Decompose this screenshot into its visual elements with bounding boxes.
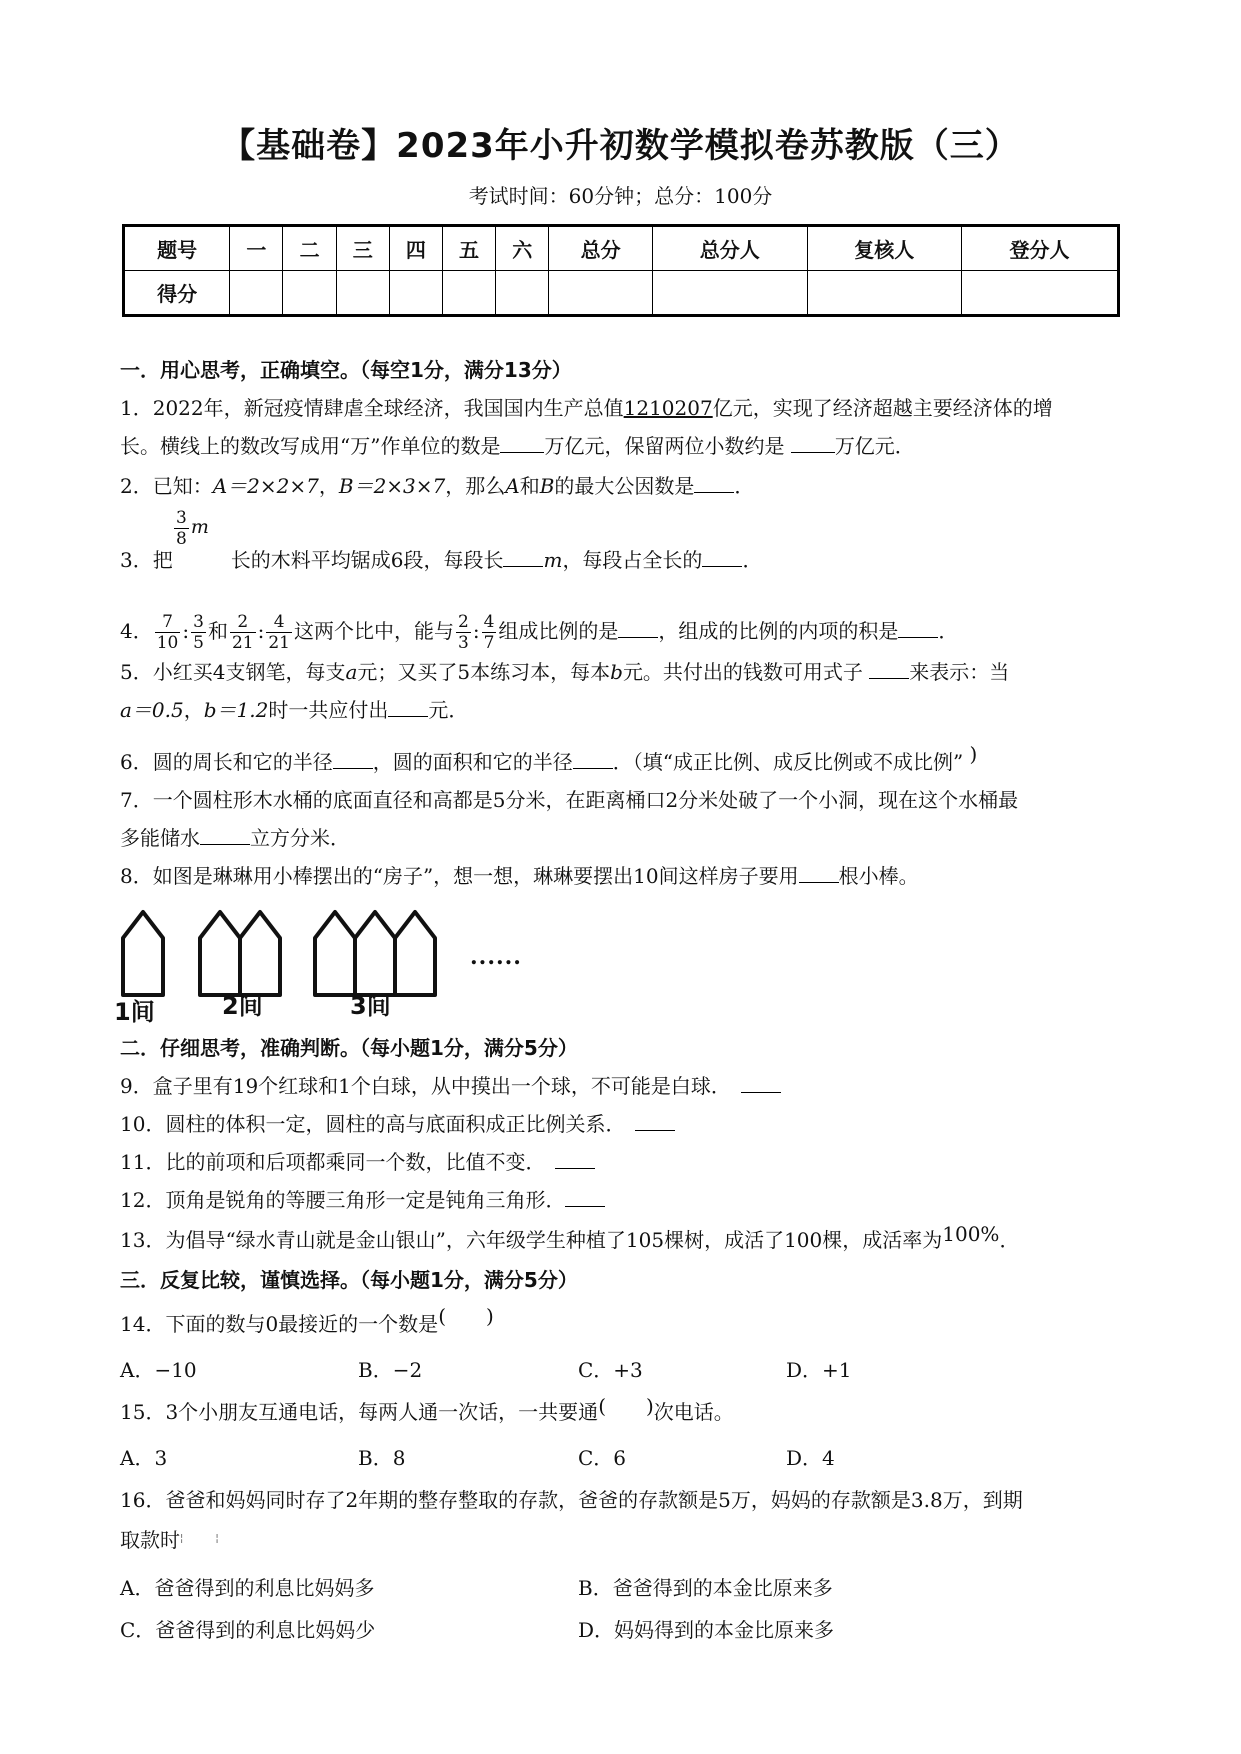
fraction-numerator: 2 [457, 612, 469, 632]
question-10 [120, 1110, 1130, 1138]
score-header-cell: 四 [389, 226, 442, 271]
q4-text: 4． [120, 619, 153, 643]
score-cell[interactable] [961, 271, 1118, 316]
answer-blank[interactable] [898, 619, 938, 638]
score-cell[interactable] [442, 271, 495, 316]
q1-text: 万亿元，保留两位小数约是 [544, 434, 785, 458]
q5-var: b [610, 660, 623, 684]
q2-text: ，那么 [445, 474, 506, 498]
q5-text: 元。共付出的钱数可用式子 [622, 660, 863, 684]
q16-option-a[interactable]: A．爸爸得到的利息比妈妈多 [120, 1576, 375, 1600]
answer-blank[interactable] [500, 434, 544, 453]
fraction-numerator: 2 [230, 612, 256, 633]
score-header-cell: 复核人 [807, 226, 961, 271]
house-1 [123, 912, 163, 995]
ratio-colon: : [472, 619, 480, 643]
question-2 [120, 472, 1130, 500]
q8-text: 8．如图是琳琳用小棒摆出的“房子”，想一想，琳琳要摆出10间这样房子要用 [120, 864, 799, 888]
q2-expression-a: A＝2×2×7 [212, 474, 319, 498]
houses-figure [114, 900, 538, 1026]
q7-text: 立方分米． [250, 826, 350, 850]
q13-text: ． [999, 1228, 1020, 1252]
q5-text: 元． [428, 698, 469, 722]
answer-blank[interactable] [741, 1074, 781, 1093]
house-3 [315, 912, 435, 995]
question-1-line-1 [120, 394, 1130, 422]
page-title: 【基础卷】2023年小升初数学模拟卷苏教版（三） [221, 126, 1020, 166]
q5-text: 5．小红买4支钢笔，每支 [120, 660, 346, 684]
fraction-numerator: 7 [155, 612, 181, 633]
ratio-colon: : [182, 619, 190, 643]
question-16-line-2 [120, 1526, 1130, 1554]
q4-text: 这两个比中，能与 [293, 619, 454, 643]
q12-text: 12．顶角是锐角的等腰三角形一定是钝角三角形． [120, 1188, 566, 1212]
answer-blank[interactable] [388, 698, 428, 717]
score-cell[interactable] [283, 271, 336, 316]
answer-blank[interactable] [799, 864, 839, 883]
q13-text: 13．为倡导“绿水青山就是金山银山”，六年级学生种植了105棵树，成活了100棵，成活率为 [120, 1228, 943, 1252]
q14-option-d[interactable]: D．+1 [786, 1358, 852, 1382]
q16-text: 取款时 [120, 1528, 180, 1552]
score-cell[interactable] [389, 271, 442, 316]
ratio-colon: : [257, 619, 265, 643]
fraction-numerator: 3 [176, 508, 187, 528]
q3-unit: m [190, 516, 209, 538]
question-7-line-2 [120, 824, 1130, 852]
question-8 [120, 862, 1130, 890]
score-header-cell: 五 [442, 226, 495, 271]
figure-label-2: 2间 [222, 992, 263, 1020]
q15-text: 15．3个小朋友互通电话，每两人通一次话，一共要通 [120, 1400, 599, 1424]
answer-blank[interactable] [618, 619, 658, 638]
fraction-numerator: 3 [193, 612, 204, 632]
answer-blank[interactable] [565, 1188, 605, 1207]
question-14 [120, 1304, 1130, 1338]
answer-blank[interactable] [573, 750, 613, 769]
section-2-heading: 二．仔细思考，准确判断。（每小题1分，满分5分） [120, 1036, 578, 1060]
q6-text: ，圆的面积和它的半径 [372, 750, 573, 774]
q9-text: 9．盒子里有19个红球和1个白球，从中摸出一个球，不可能是白球． [120, 1074, 721, 1098]
question-4 [120, 608, 1130, 654]
question-13 [120, 1222, 1130, 1254]
q11-text: 11．比的前项和后项都乘同一个数，比值不变． [120, 1150, 536, 1174]
q2-var: A [505, 474, 520, 498]
q5-text: 元；又买了5本练习本，每本 [357, 660, 611, 684]
q16-option-d[interactable]: D．妈妈得到的本金比原来多 [578, 1618, 835, 1642]
q3-text: 3．把 [120, 548, 173, 572]
q1-text: 1．2022年，新冠疫情肆虐全球经济，我国国内生产总值 [120, 396, 624, 420]
answer-paren[interactable]: ¦ ¦ [180, 1533, 223, 1544]
answer-blank[interactable] [555, 1150, 595, 1169]
fraction-denominator: 5 [193, 633, 204, 653]
exam-info: 考试时间：60分钟；总分：100分 [468, 184, 773, 208]
question-1-line-2 [120, 432, 1130, 460]
q16-option-b[interactable]: B．爸爸得到的本金比原来多 [578, 1576, 833, 1600]
q1-text: 长。横线上的数改写成用“万”作单位的数是 [120, 434, 501, 458]
score-cell[interactable] [496, 271, 549, 316]
q1-text: 万亿元． [834, 434, 915, 458]
q4-text: ，组成的比例的内项的积是 [658, 619, 899, 643]
q3-fraction [172, 508, 209, 549]
fraction-denominator: 8 [176, 529, 187, 549]
q16-option-c[interactable]: C．爸爸得到的利息比妈妈少 [120, 1618, 376, 1642]
q14-option-c[interactable]: C．+3 [578, 1358, 643, 1382]
q5-text: 时一共应付出 [268, 698, 389, 722]
q5-condition: b＝1.2 [203, 698, 269, 722]
q2-var: B [539, 474, 555, 498]
q13-percent: 100% [942, 1222, 1000, 1246]
figure-label-3: 3间 [350, 992, 391, 1020]
question-5-line-1 [120, 658, 1130, 686]
question-6 [120, 742, 1130, 776]
fraction-denominator: 21 [268, 633, 290, 653]
score-table-header-row [124, 226, 1119, 271]
question-7-line-1: 7．一个圆柱形木水桶的底面直径和高都是5分米，在距离桶口2分米处破了一个小洞，现在这个水桶最 [120, 788, 1019, 812]
q2-text: 2．已知： [120, 474, 213, 498]
q2-text: 的最大公因数是 [554, 474, 695, 498]
fraction-denominator: 7 [483, 633, 495, 653]
q5-text: ， [183, 698, 204, 722]
question-5-line-2 [120, 696, 1130, 724]
score-table [122, 224, 1120, 317]
q5-condition: a＝0.5 [120, 698, 184, 722]
answer-paren[interactable]: ( ) [438, 1304, 494, 1328]
answer-blank[interactable] [333, 750, 373, 769]
question-12 [120, 1186, 1130, 1214]
score-cell[interactable] [807, 271, 961, 316]
score-header-cell: 总分人 [653, 226, 807, 271]
q3-text: 长的木料平均锯成6段，每段长 [230, 548, 504, 572]
q14-text: 14．下面的数与0最接近的一个数是 [120, 1312, 439, 1336]
q7-text: 多能储水 [120, 826, 200, 850]
q8-text: 根小棒。 [838, 864, 919, 888]
answer-blank[interactable] [791, 434, 835, 453]
q1-underlined-number: 1210207 [623, 396, 713, 420]
answer-paren[interactable]: ( ) [598, 1394, 654, 1418]
question-9 [120, 1072, 1130, 1100]
answer-blank[interactable] [635, 1112, 675, 1131]
q4-text: ． [938, 619, 959, 643]
q15-text: 次电话。 [653, 1400, 734, 1424]
q6-text: ．（填“成正比例、成反比例或不成比例” [612, 750, 964, 774]
score-header-cell: 登分人 [961, 226, 1118, 271]
q3-text: ． [742, 548, 763, 572]
fraction-denominator: 21 [231, 633, 254, 653]
q2-text: ， [318, 474, 339, 498]
score-cell[interactable] [653, 271, 807, 316]
score-header-cell: 二 [283, 226, 336, 271]
score-header-cell: 六 [496, 226, 549, 271]
score-cell[interactable] [549, 271, 653, 316]
q14-option-a[interactable]: A．−10 [120, 1358, 197, 1382]
fraction-numerator: 4 [483, 612, 495, 632]
score-cell[interactable] [230, 271, 283, 316]
answer-blank[interactable] [702, 548, 742, 567]
q2-text: ． [734, 474, 755, 498]
question-11 [120, 1148, 1130, 1176]
q5-var: a [345, 660, 358, 684]
q15-option-a[interactable]: A．3 [120, 1446, 168, 1470]
score-header-cell: 题号 [124, 226, 230, 271]
fraction-denominator: 3 [457, 633, 469, 653]
q2-text: 和 [519, 474, 540, 498]
score-row-label: 得分 [124, 271, 230, 316]
q14-option-b[interactable]: B．−2 [358, 1358, 423, 1382]
section-1-heading: 一．用心思考，正确填空。（每空1分，满分13分） [120, 358, 572, 382]
answer-blank[interactable] [200, 826, 250, 845]
score-header-cell: 一 [230, 226, 283, 271]
question-16-line-1: 16．爸爸和妈妈同时存了2年期的整存整取的存款，爸爸的存款额是5万，妈妈的存款额是3.8万，到期 [120, 1488, 1023, 1512]
figure-label-1: 1间 [114, 998, 155, 1026]
question-3 [120, 546, 1130, 574]
house-2 [200, 912, 280, 995]
q4-text: 和 [207, 619, 228, 643]
answer-blank[interactable] [503, 548, 543, 567]
q2-expression-b: B＝2×3×7 [338, 474, 446, 498]
q5-text: 来表示：当 [909, 660, 1010, 684]
q3-unit: m [543, 548, 563, 572]
figure-ellipsis: ...... [470, 944, 522, 970]
q15-option-d[interactable]: D．4 [786, 1446, 835, 1470]
q15-option-c[interactable]: C．6 [578, 1446, 627, 1470]
q6-text: ) [969, 742, 978, 766]
score-header-cell: 总分 [549, 226, 653, 271]
score-cell[interactable] [336, 271, 389, 316]
q1-text: 亿元，实现了经济超越主要经济体的增 [712, 396, 1053, 420]
q6-text: 6．圆的周长和它的半径 [120, 750, 333, 774]
q3-text: ，每段占全长的 [562, 548, 703, 572]
score-header-cell: 三 [336, 226, 389, 271]
answer-blank[interactable] [869, 660, 909, 679]
q15-option-b[interactable]: B．8 [358, 1446, 406, 1470]
section-3-heading: 三．反复比较，谨慎选择。（每小题1分，满分5分） [120, 1268, 578, 1292]
q4-text: 组成比例的是 [498, 619, 619, 643]
answer-blank[interactable] [694, 474, 734, 493]
score-table-score-row [124, 271, 1119, 316]
q10-text: 10．圆柱的体积一定，圆柱的高与底面积成正比例关系． [120, 1112, 616, 1136]
fraction-denominator: 10 [156, 633, 179, 653]
fraction-numerator: 4 [266, 612, 292, 633]
question-15 [120, 1394, 1130, 1426]
